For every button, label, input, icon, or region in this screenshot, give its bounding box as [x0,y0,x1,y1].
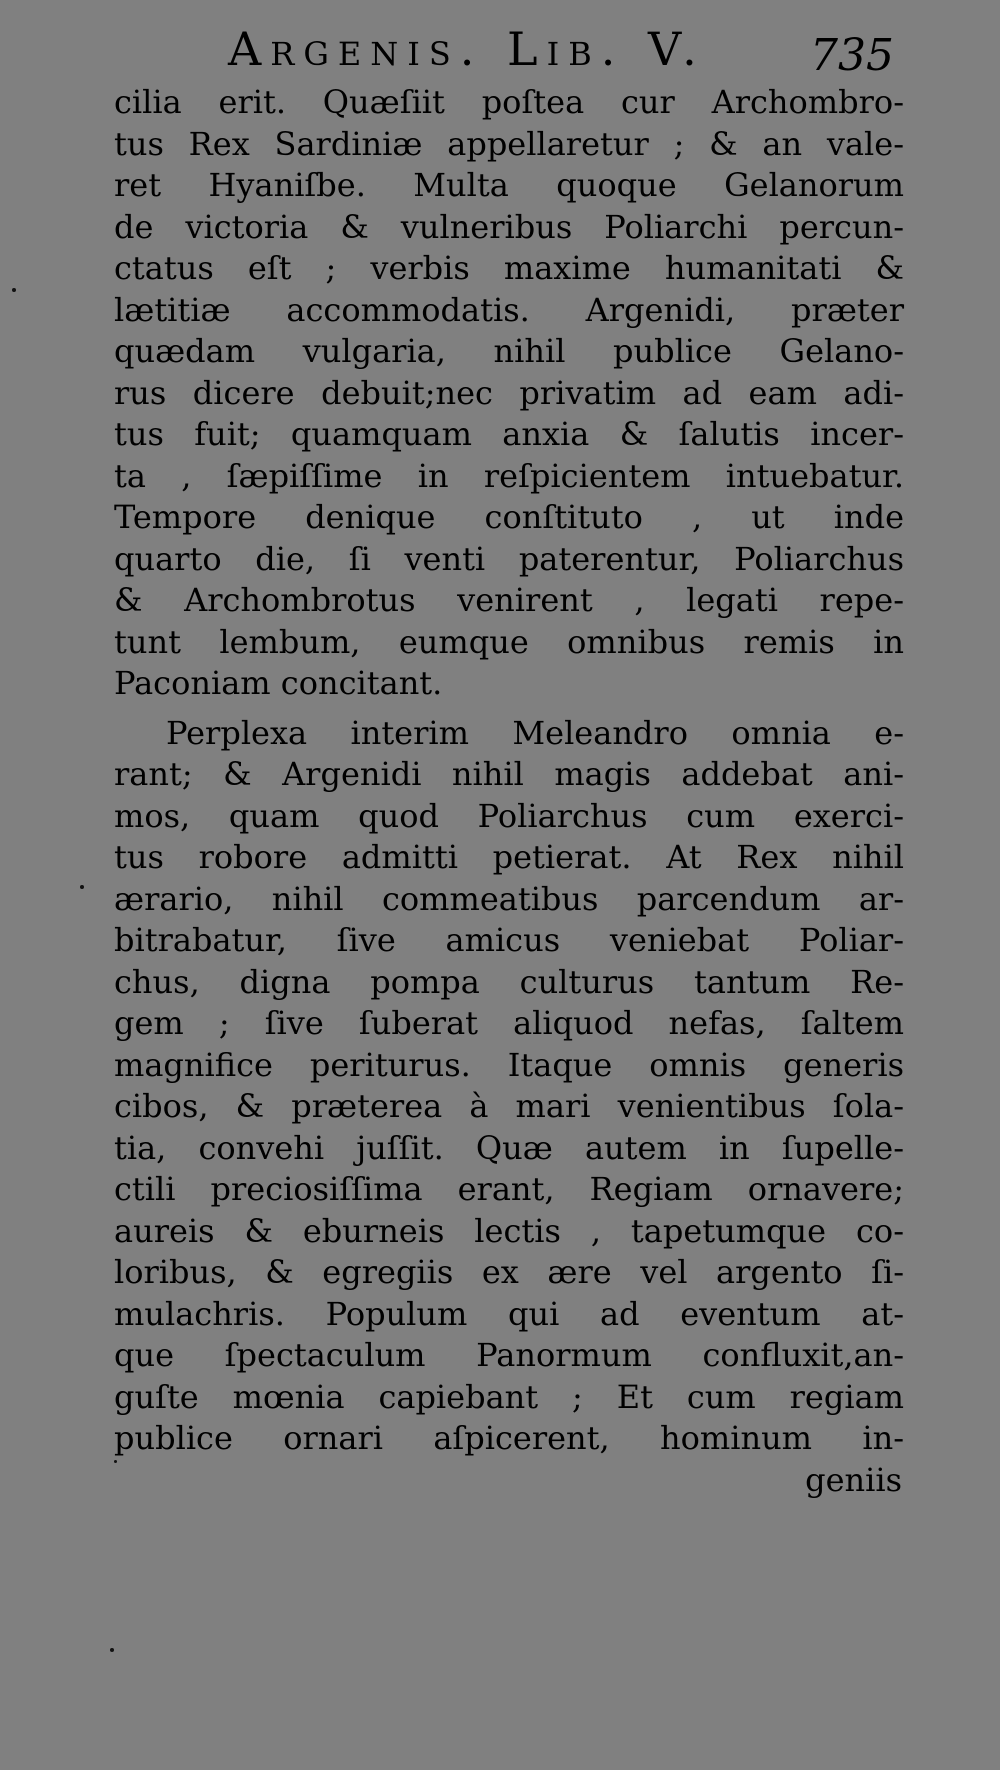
text-line: bitrabatur, ſive amicus veniebat Poliar- [114,921,904,959]
text-line: tia, convehi juſſit. Quæ autem in ſupelle- [114,1128,904,1167]
text-line: ctili preciosiſſima erant, Regiam ornavere; [114,1170,904,1208]
text-line: guſte mœnia capiebant ; Et cum regiam [114,1377,904,1416]
body-text [114,82,904,1501]
text-line: tunt lembum, eumque omnibus remis in [114,622,904,661]
ink-speck [114,1460,117,1463]
text-line: mos, quam quod Poliarchus cum exerci- [114,796,904,835]
text-line: tus fuit; quamquam anxia & ſalutis incer- [114,415,904,453]
text-line: de victoria & vulneribus Poliarchi percun- [114,207,904,246]
text-line: ta , ſæpiſſime in reſpicientem intuebatur. [114,456,904,495]
text-line: ret Hyaniſbe. Multa quoque Gelanorum [114,166,904,204]
text-line: quarto die, ſi venti paterentur, Poliarchus [114,539,904,578]
text-line: Perplexa interim Meleandro omnia e- [166,713,904,752]
ink-speck [80,885,84,889]
running-title: Argenis. Lib. V. [228,22,706,76]
paragraph-1 [114,82,904,705]
text-line: Tempore denique conſtituto , ut inde [114,498,904,536]
text-line: publice ornari aſpicerent, hominum in- [114,1419,904,1457]
ink-speck [12,288,16,292]
text-line: tus robore admitti petierat. At Rex nihil [114,838,904,876]
catchword: geniis [805,1460,902,1499]
text-line: quædam vulgaria, nihil publice Gelano- [114,332,904,370]
text-line: que ſpectaculum Panormum confluxit,an- [114,1336,904,1374]
text-line: ctatus eſt ; verbis maxime humanitati & [114,249,904,287]
ink-speck [110,1648,114,1652]
text-line: cilia erit. Quæſiit poſtea cur Archombro- [114,83,904,121]
text-line: gem ; ſive ſuberat aliquod nefas, ſaltem [114,1004,904,1042]
text-line: chus, digna pompa culturus tantum Re- [114,962,904,1001]
text-line: mulachris. Populum qui ad eventum at- [114,1294,904,1333]
text-line: Paconiam concitant. [114,664,443,702]
text-line: & Archombrotus venirent , legati repe- [114,581,904,619]
text-line: rus dicere debuit;nec privatim ad eam adi- [114,373,904,412]
text-line: ærario, nihil commeatibus parcendum ar- [114,879,904,918]
text-line: aureis & eburneis lectis , tapetumque co- [114,1211,904,1250]
text-line: cibos, & præterea à mari venientibus ſola- [114,1087,904,1125]
paragraph-gap [114,705,904,713]
text-line: lætitiæ accommodatis. Argenidi, præter [114,290,904,329]
text-line: tus Rex Sardiniæ appellaretur ; & an vale- [114,124,904,163]
text-line: loribus, & egregiis ex ære vel argento ſi- [114,1253,904,1291]
paragraph-2 [114,713,904,1460]
text-line: rant; & Argenidi nihil magis addebat ani- [114,755,904,793]
page-number: 735 [810,30,894,81]
text-line: magnifice periturus. Itaque omnis generis [114,1045,904,1084]
